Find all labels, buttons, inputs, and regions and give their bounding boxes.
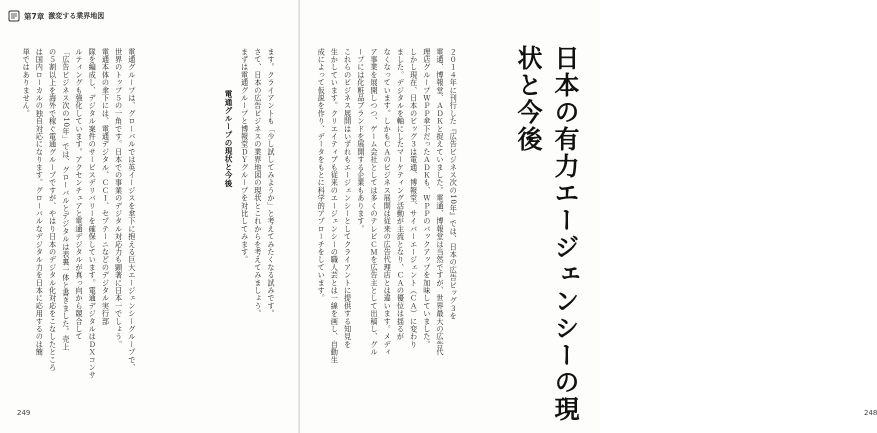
- page-number-right: 248: [864, 409, 877, 417]
- document-icon: [8, 10, 20, 22]
- chapter-header: [8, 9, 104, 23]
- right-body-text: ２０１４年に刊行した『広告ビジネス次の10年』では、日本の広告ビッグ３を 電通、博報堂、ＡＤＫと捉えていました。電通、博報堂は当然ですが、世界最大の広告代 理店グループＷＰＰ傘下だったＡＤＫも、ＷＰＰのバックアップを加味していました。 しかし現在、日本のビッグ３は電通、博報堂、サイバーエージェント（ＣＡ）に変わり ました。デジタルを軸にしたマーケティング活動が主流となり、ＣＡの優位は揺るが なくなっています。しかもＣＡのビジネス展開は従来の広告代理店とは違います。メディ ア事業を展開しつつ、ゲーム会社としては多くのテレビＣＭを広告主として出稿し、グル ープには化粧品ブランドを展開する企業もあります。 これらのビジネス展開はいずれもエージェンシーとしてクライアントに提供する知見を 生かしています。クリエイティブも従来のエージェンシーの職人芸とは一線を画し、自動生 成によって仮説を作り、データをもとに科学的アプローチをしています。: [317, 48, 459, 364]
- chapter-number: 第7章: [24, 11, 45, 21]
- page-title: 日本の有力エージェンシーの現状と今後: [514, 45, 580, 423]
- section-heading: 電通グループの現状と今後: [224, 90, 233, 188]
- left-page: [0, 0, 300, 433]
- left-intro-text: ます。クライアントも「少し試してみようか」と考えてみたくなる試みです。 さて、日本の広告ビジネスの業界地図の現状とこれからを考えてみましょう。 まずは電通グループと博報堂ＤＹグループを対比してみます。: [240, 48, 276, 318]
- page-number-left: 249: [17, 409, 31, 417]
- chapter-title: 激変する業界地図: [48, 12, 105, 20]
- left-body-text: 電通グループは、グローバルでは英イージスを傘下に抱える巨大エージェンシーグループで、 世界のトップ５の一角です。日本での事業のデジタル対応力も顕著に日本一でしょう。 電通本体の傘下には、電通デジタル、ＣＣＩ、セプテーニなどのデジタル実行部 隊を編成し、デジタル案件のサービスデリバリーを確保しています。電通デジタルはＤＸコンサ ルティングも強化しています。アクセンチュアと電通デジタルが真っ向から競合して 「広告ビジネス次の10年」では、グローバルとデジタルは表裏一体と書きました。売上 の５割以上を海外で稼ぐ電通グループですが、やはり日本のデジタル化対応をこなしたところ は国内ローカルの独自対応になります。グローバルなデジタル力を日本に応用するのは簡 単ではありません。: [22, 48, 137, 380]
